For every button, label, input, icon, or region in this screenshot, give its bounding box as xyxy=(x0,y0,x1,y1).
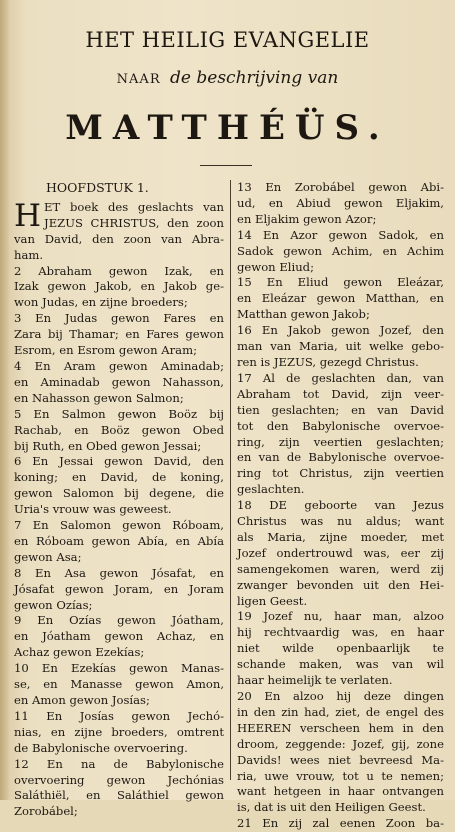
text-line: de Babylonische overvoering. xyxy=(14,740,188,755)
text-line: Izak gewon Jakob, en Jakob ge- xyxy=(14,279,224,294)
text-line: en Nahasson gewon Salmon; xyxy=(14,390,184,405)
text-line: Jósafat gewon Joram, en Joram xyxy=(14,581,224,596)
text-line: 10 En Ezekías gewon Manas- xyxy=(14,661,224,676)
text-line: en Jóatham gewon Achaz, en xyxy=(14,629,224,644)
text-line: 7 En Salomon gewon Róboam, xyxy=(14,518,224,533)
text-line: niet wilde openbaarlijk te xyxy=(237,641,444,656)
text-line: haar heimelijk te verlaten. xyxy=(237,673,393,688)
text-line: Christus was nu aldus; want xyxy=(237,514,444,529)
text-line: 17 Al de geslachten dan, van xyxy=(237,370,444,385)
text-line: 12 En na de Babylonische xyxy=(14,756,224,771)
text-line: als Maria, zijne moeder, met xyxy=(237,529,444,544)
text-line: 3 En Judas gewon Fares en xyxy=(14,311,224,326)
text-line: 21 En zij zal eenen Zoon ba- xyxy=(237,816,444,831)
text-line: se, en Manasse gewon Amon, xyxy=(14,677,224,692)
text-line: 8 En Asa gewon Jósafat, en xyxy=(14,565,224,580)
text-line: van David, den zoon van Abra- xyxy=(14,231,224,246)
text-line: Sadok gewon Achim, en Achim xyxy=(237,243,444,258)
text-line: gewon Ozías; xyxy=(14,597,93,612)
column-divider xyxy=(230,180,231,780)
text-line: 6 En Jessai gewon David, den xyxy=(14,454,224,469)
text-line: en Eljakim gewon Azor; xyxy=(237,211,377,226)
text-line: Achaz gewon Ezekías; xyxy=(14,645,145,660)
text-line: 4 En Aram gewon Aminadab; xyxy=(14,358,224,373)
chapter-heading: HOOFDSTUK 1. xyxy=(46,180,149,195)
subtitle-naar: NAAR xyxy=(116,72,161,87)
text-line: overvoering gewon Jechónias xyxy=(14,772,224,787)
title-rule xyxy=(200,165,252,166)
text-line: ria, uwe vrouw, tot u te nemen; xyxy=(237,768,444,783)
text-line: 9 En Ozías gewon Jóatham, xyxy=(14,613,224,628)
text-line: Zorobábel; xyxy=(14,804,78,819)
right-column xyxy=(237,180,444,832)
text-line: Matthan gewon Jakob; xyxy=(237,307,370,322)
text-line: won Judas, en zijne broeders; xyxy=(14,295,188,310)
text-line: 11 En Josías gewon Jechó- xyxy=(14,708,224,723)
text-line: en Eleázar gewon Matthan, en xyxy=(237,291,444,306)
text-line: gewon Salomon bij degene, die xyxy=(14,486,224,501)
text-line: Esrom, en Esrom gewon Aram; xyxy=(14,343,197,358)
text-line: Davids! wees niet bevreesd Ma- xyxy=(237,752,444,767)
text-line: ring, zijn veertien geslachten; xyxy=(237,434,444,449)
text-line: 18 DE geboorte van Jezus xyxy=(237,498,444,513)
text-line: Abraham tot David, zijn veer- xyxy=(237,386,444,401)
text-line: en Aminadab gewon Nahasson, xyxy=(14,374,224,389)
text-line: gewon Asa; xyxy=(14,549,82,564)
text-line: 20 En alzoo hij deze dingen xyxy=(237,689,444,703)
text-line: Jozef ondertrouwd was, eer zij xyxy=(237,545,444,560)
text-line: nias, en zijne broeders, omtrent xyxy=(14,724,224,739)
text-line: en Róboam gewon Abía, en Abía xyxy=(14,533,224,548)
text-line: 13 En Zorobábel gewon Abi- xyxy=(237,180,444,194)
text-line: 5 En Salmon gewon Boöz bij xyxy=(14,406,224,421)
text-line: tot den Babylonische overvoe- xyxy=(237,418,444,433)
text-line: Rachab, en Boöz gewon Obed xyxy=(14,422,224,437)
text-line: 14 En Azor gewon Sadok, en xyxy=(237,227,444,242)
text-line: hij rechtvaardig was, en haar xyxy=(237,625,444,640)
text-line: Saláthiël, en Saláthiel gewon xyxy=(14,788,224,803)
text-line: HEEREN verscheen hem in den xyxy=(237,720,444,735)
text-line: Zara bij Thamar; en Fares gewon xyxy=(14,327,224,342)
gospel-subtitle xyxy=(0,68,455,88)
text-line: is, dat is uit den Heiligen Geest. xyxy=(237,800,426,815)
left-column xyxy=(14,180,224,820)
text-line: 16 En Jakob gewon Jozef, den xyxy=(237,323,444,338)
text-line: Uria's vrouw was geweest. xyxy=(14,502,172,517)
text-line: ud, en Abiud gewon Eljakim, xyxy=(237,195,444,210)
text-line: samengekomen waren, werd zij xyxy=(237,561,444,576)
right-text-lines xyxy=(237,180,444,832)
text-line: zwanger bevonden uit den Hei- xyxy=(237,577,444,592)
text-line: gewon Eliud; xyxy=(237,259,315,274)
text-line: tien geslachten; en van David xyxy=(237,402,444,417)
text-line: bij Ruth, en Obed gewon Jessai; xyxy=(14,438,202,453)
text-line: ham. xyxy=(14,247,44,262)
text-line: in den zin had, ziet, de engel des xyxy=(237,704,444,719)
text-line: ren is JEZUS, gezegd Christus. xyxy=(237,354,419,369)
text-line: man van Maria, uit welke gebo- xyxy=(237,339,444,354)
text-line: en van de Babylonische overvoe- xyxy=(237,450,444,465)
left-text-lines xyxy=(14,197,224,820)
text-line: en Amon gewon Josías; xyxy=(14,693,150,707)
text-line: geslachten. xyxy=(237,482,305,497)
text-line: ET boek des geslachts van xyxy=(44,199,224,214)
text-line: schande maken, was van wil xyxy=(237,657,444,672)
text-line: 2 Abraham gewon Izak, en xyxy=(14,263,224,278)
text-line: ligen Geest. xyxy=(237,593,308,608)
gospel-title: HET HEILIG EVANGELIE xyxy=(85,28,370,52)
text-line: droom, zeggende: Jozef, gij, zone xyxy=(237,736,444,751)
text-line: koning; en David, de koning, xyxy=(14,470,224,485)
drop-cap: H xyxy=(14,197,42,234)
text-line: 15 En Eliud gewon Eleázar, xyxy=(237,275,444,290)
text-line: ring tot Christus, zijn veertien xyxy=(237,466,444,481)
book-name: MATTHÉÜS. xyxy=(65,108,390,148)
text-line: want hetgeen in haar ontvangen xyxy=(237,784,444,799)
subtitle-beschrijving: de beschrijving van xyxy=(170,68,339,88)
text-line: JEZUS CHRISTUS, den zoon xyxy=(44,215,224,230)
text-line: 19 Jozef nu, haar man, alzoo xyxy=(237,609,444,624)
